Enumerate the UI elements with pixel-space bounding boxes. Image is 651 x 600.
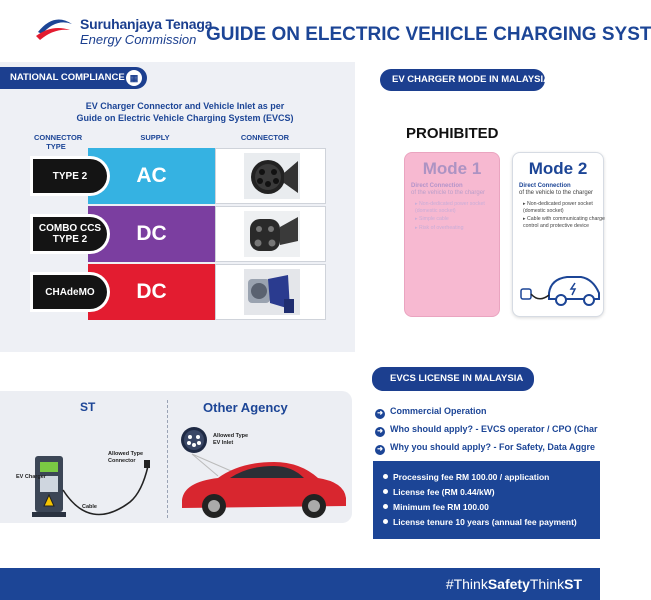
license-item: ➜ Why you should apply? - For Safety, Data Aggre	[375, 442, 595, 455]
table-row	[88, 206, 326, 262]
cable-label: Cable	[82, 504, 97, 510]
supply-value: AC	[136, 164, 167, 187]
table-row	[88, 148, 326, 204]
fee-item: Processing fee RM 100.00 / application	[383, 472, 549, 482]
mode2-sub-bold: Direct Connection	[519, 183, 571, 189]
energy-commission-logo-icon	[34, 14, 74, 44]
arrow-right-icon: ➜	[375, 427, 385, 437]
footer-bar	[0, 568, 600, 600]
fee-item: License tenure 10 years (annual fee payment)	[383, 517, 577, 527]
logo-line2: Energy Commission	[80, 32, 197, 47]
prohibited-label: PROHIBITED	[406, 125, 499, 142]
col-connector: CONNECTOR	[240, 133, 290, 142]
arrow-right-icon: ➜	[375, 409, 385, 419]
mode2-title: Mode 2	[528, 159, 588, 178]
ev-charger-mode-pill: EV CHARGER MODE IN MALAYSIA	[380, 69, 545, 91]
ev-inlet-icon	[180, 426, 208, 454]
combo-ccs-connector-icon	[244, 211, 300, 257]
arrow-right-icon: ➜	[375, 445, 385, 455]
allowed-connector-label: Allowed Type Connector	[108, 451, 144, 464]
national-compliance-label: NATIONAL COMPLIANCE	[10, 72, 125, 83]
chademo-connector-icon	[244, 269, 300, 315]
supply-value: DC	[136, 222, 167, 245]
supply-value: DC	[136, 280, 167, 303]
mode1-card	[404, 152, 500, 317]
connector-table-title	[40, 100, 330, 124]
think-safety-hashtag: #ThinkSafetyThinkST	[445, 576, 582, 592]
mode1-subtitle	[411, 183, 485, 197]
col-connector-type: CONNECTOR TYPE	[34, 133, 83, 151]
license-item: ➜ Commercial Operation	[375, 406, 487, 419]
connector-image-cell	[215, 206, 326, 262]
mode2-subtitle	[519, 183, 593, 197]
header	[0, 0, 651, 60]
col-supply: SUPPLY	[140, 133, 170, 142]
list-item: ▸ Non-dedicated power socket (domestic socket)	[415, 201, 485, 214]
license-item: ➜ Who should apply? - EVCS operator / CPO (Char	[375, 424, 598, 437]
connector-type-label: COMBO CCS TYPE 2	[33, 217, 107, 251]
red-car-icon	[178, 452, 348, 520]
list-item: ▸ Simple cable	[415, 216, 449, 222]
list-item: ▸ Risk of overheating	[415, 224, 464, 231]
st-label: ST	[80, 400, 96, 414]
allowed-inlet-label: Allowed Type EV Inlet	[213, 433, 249, 446]
other-agency-label: Other Agency	[203, 400, 288, 415]
connector-image-cell	[215, 148, 326, 204]
page-title: GUIDE ON ELECTRIC VEHICLE CHARGING SYST	[206, 24, 651, 45]
mode1-list	[415, 201, 497, 233]
mode2-card	[512, 152, 604, 317]
table-title-line2: Guide on Electric Vehicle Charging System (EVCS)	[76, 113, 294, 123]
type2-connector-icon	[244, 153, 300, 199]
ev-charger-label: EV Charger	[16, 474, 46, 480]
logo-line1: Suruhanjaya Tenaga	[80, 16, 213, 32]
fee-item: Minimum fee RM 100.00	[383, 502, 489, 512]
table-row	[88, 264, 326, 320]
list-item: ▸ Cable with communicating charge control and protective device	[523, 216, 605, 229]
fee-item: License fee (RM 0.44/kW)	[383, 487, 495, 497]
mode2-list	[523, 201, 605, 231]
connector-type-label: CHAdeMO	[33, 275, 107, 309]
list-item: ▸ Non-dedicated power socket (domestic socket)	[523, 201, 593, 214]
evcs-license-pill: EVCS LICENSE IN MALAYSIA	[372, 367, 534, 391]
connector-image-cell	[215, 264, 326, 320]
connector-type-label: TYPE 2	[33, 159, 107, 193]
mode1-sub-rest: of the vehicle to the charger	[411, 190, 486, 196]
mode2-sub-rest: of the vehicle to the charger	[519, 190, 594, 196]
building-icon: ▦	[126, 70, 142, 86]
license-fees-box	[373, 461, 600, 539]
mode1-title: Mode 1	[422, 159, 482, 178]
mode1-sub-bold: Direct Connection	[411, 183, 463, 189]
table-title-line1: EV Charger Connector and Vehicle Inlet as per	[85, 101, 285, 111]
logo-text	[80, 16, 212, 47]
car-charging-icon	[519, 263, 601, 309]
national-compliance-pill	[0, 67, 147, 89]
